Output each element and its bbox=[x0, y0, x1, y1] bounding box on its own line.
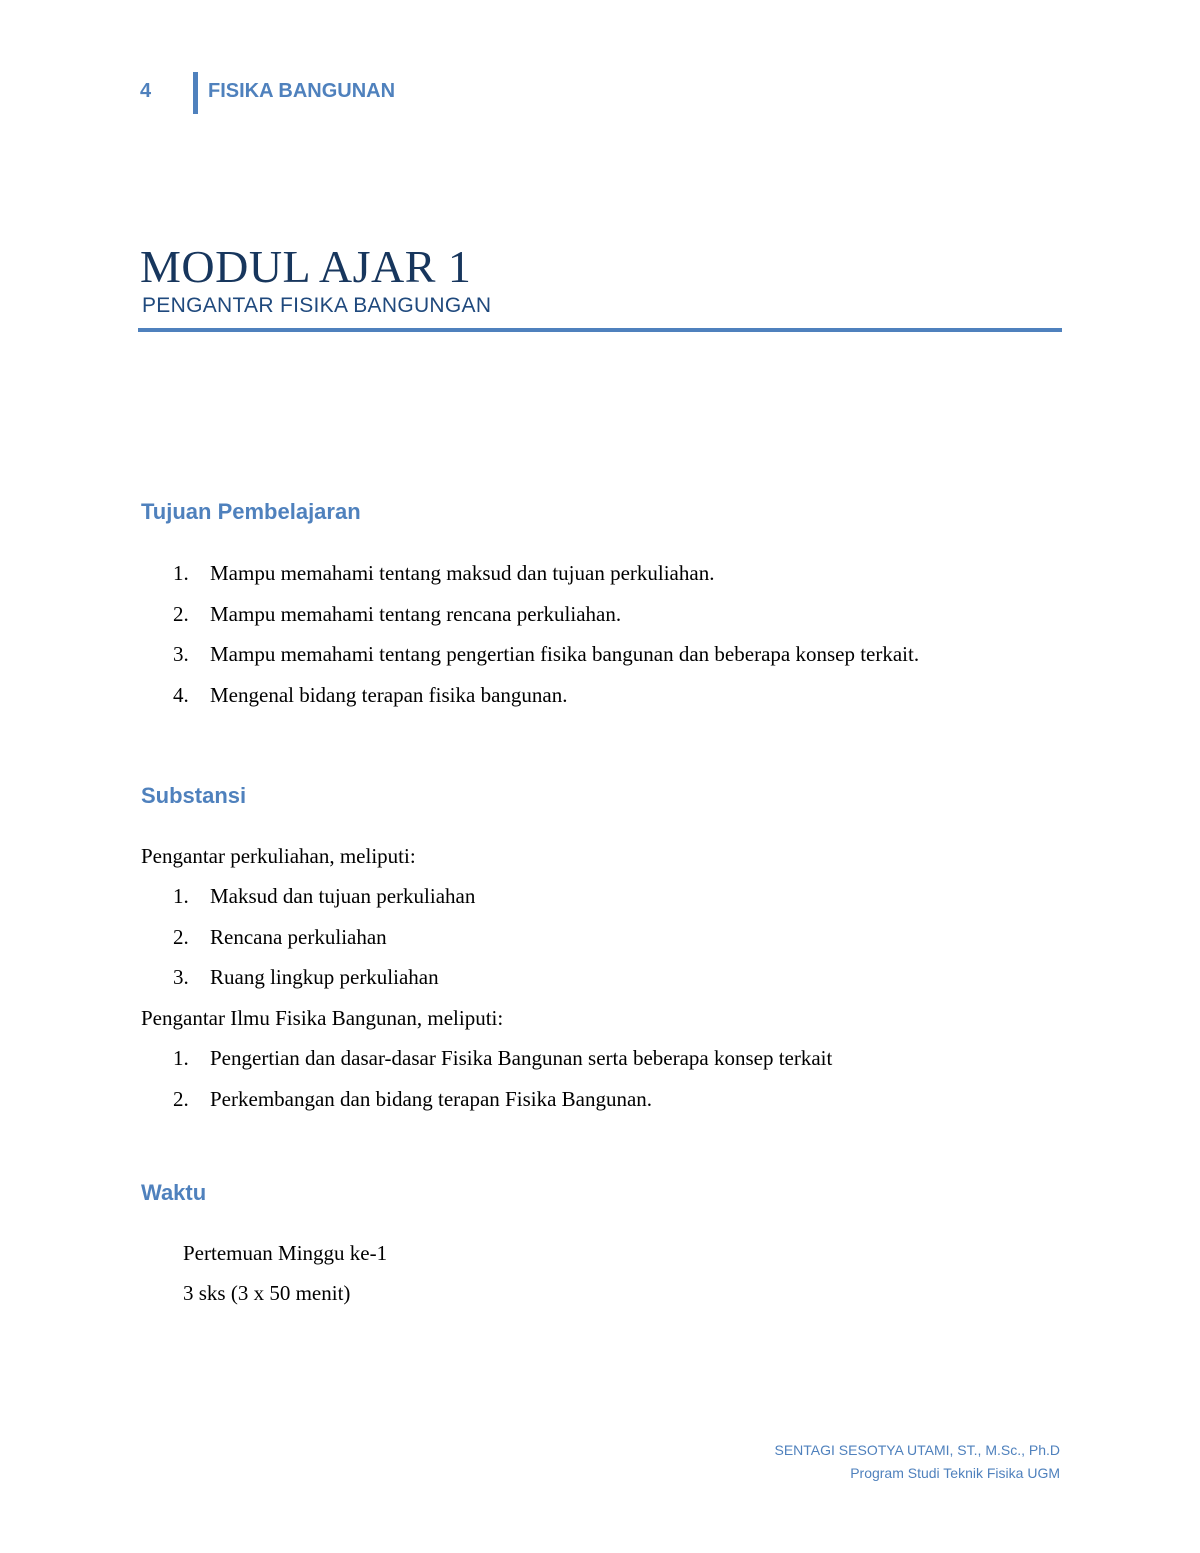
heading-waktu: Waktu bbox=[141, 1180, 207, 1205]
header-divider bbox=[193, 72, 198, 114]
list-number: 3. bbox=[173, 642, 189, 666]
list-number: 4. bbox=[173, 682, 189, 707]
list-text: Ruang lingkup perkuliahan bbox=[210, 965, 439, 989]
substansi-intro-1: Pengantar perkuliahan, meliputi: bbox=[141, 844, 416, 868]
module-title: MODUL AJAR 1 bbox=[140, 241, 472, 292]
footer-program: Program Studi Teknik Fisika UGM bbox=[850, 1465, 1060, 1481]
list-text: Mampu memahami tentang pengertian fisika bangunan dan beberapa konsep terkait. bbox=[210, 642, 920, 666]
heading-substansi: Substansi bbox=[141, 783, 247, 808]
substansi-intro-2: Pengantar Ilmu Fisika Bangunan, meliputi: bbox=[141, 1006, 504, 1030]
list-number: 1. bbox=[173, 561, 189, 585]
list-number: 1. bbox=[173, 884, 189, 908]
list-text: Mampu memahami tentang rencana perkuliahan. bbox=[210, 601, 622, 626]
title-underline bbox=[138, 328, 1062, 332]
list-text: Mengenal bidang terapan fisika bangunan. bbox=[210, 682, 568, 707]
module-subtitle: PENGANTAR FISIKA BANGUNGAN bbox=[142, 294, 492, 317]
list-text: Rencana perkuliahan bbox=[210, 924, 387, 949]
list-number: 2. bbox=[173, 1086, 189, 1111]
list-text: Perkembangan dan bidang terapan Fisika Bangunan. bbox=[210, 1086, 653, 1111]
list-text: Mampu memahami tentang maksud dan tujuan perkuliahan. bbox=[210, 561, 715, 585]
list-number: 2. bbox=[173, 924, 189, 949]
list-text: Maksud dan tujuan perkuliahan bbox=[210, 884, 476, 908]
running-title: FISIKA BANGUNAN bbox=[208, 80, 396, 102]
list-number: 3. bbox=[173, 965, 189, 989]
list-text: Pengertian dan dasar-dasar Fisika Bangunan serta beberapa konsep terkait bbox=[210, 1046, 833, 1070]
heading-tujuan: Tujuan Pembelajaran bbox=[141, 499, 361, 524]
waktu-credits: 3 sks (3 x 50 menit) bbox=[183, 1281, 351, 1305]
footer-author: SENTAGI SESOTYA UTAMI, ST., M.Sc., Ph.D bbox=[774, 1442, 1060, 1458]
list-number: 2. bbox=[173, 601, 189, 626]
page-number: 4 bbox=[140, 80, 152, 102]
list-number: 1. bbox=[173, 1046, 189, 1070]
waktu-meeting: Pertemuan Minggu ke-1 bbox=[183, 1241, 388, 1265]
